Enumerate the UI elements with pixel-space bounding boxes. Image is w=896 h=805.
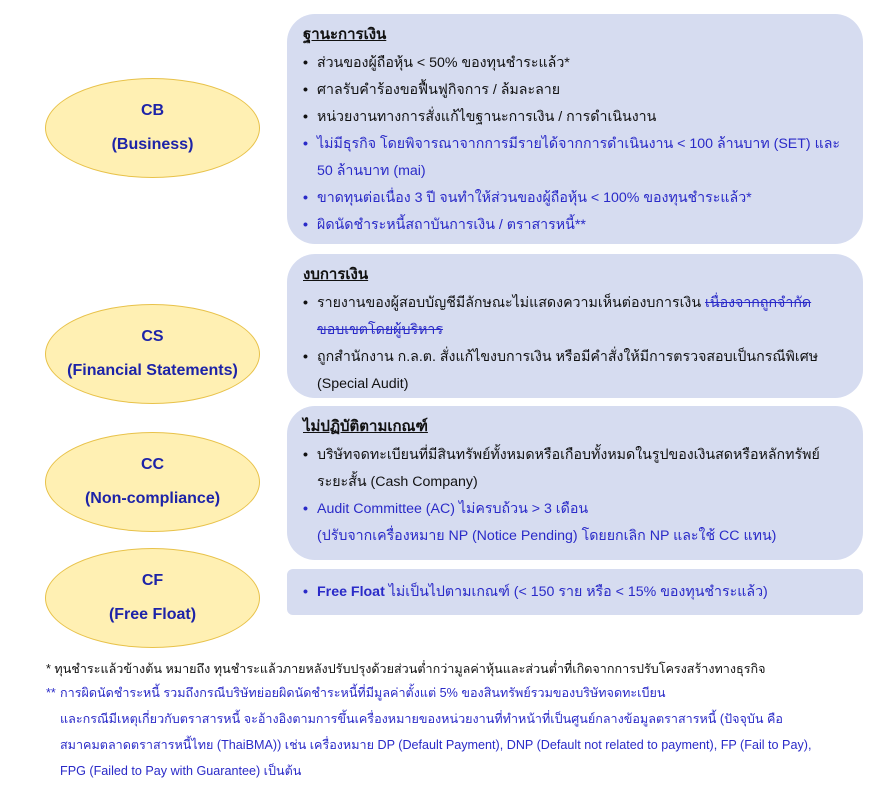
cb-code: CB [140,102,165,119]
cf-panel [287,569,863,615]
cb-item-4-cont: 50 ล้านบาท (mai) [317,163,426,179]
cb-item-4: • ไม่มีธุรกิจ โดยพิจารณาจากการมีรายได้จากการดำเนินงาน < 100 ล้านบาท (SET) และ [303,131,845,158]
cc-item-1-cont: ระยะสั้น (Cash Company) [317,474,478,490]
cb-item-3: • หน่วยงานทางการสั่งแก้ไขฐานะการเงิน / การดำเนินงาน [303,104,845,131]
cs-panel [287,254,863,398]
cs-item-1 [303,290,845,317]
footnote-2-line-3: สมาคมตลาดตราสารหนี้ไทย (ThaiBMA)) เช่น เครื่องหมาย DP (Default Payment), DNP (Default not related to payment), FP (Fail to Pay), [60,738,812,752]
cb-item-1: • ส่วนของผู้ถือหุ้น < 50% ของทุนชำระแล้ว* [303,50,845,77]
cc-panel-title: ไม่ปฏิบัติตามเกณฑ์ [303,418,428,435]
cs-item-1-strike-a: เนื่องจากถูกจำกัด [705,295,812,311]
cf-item-rest: ไม่เป็นไปตามเกณฑ์ (< 150 ราย หรือ < 15% ของทุนชำระแล้ว) [384,584,768,600]
cf-code: CF [141,572,164,589]
cb-oval [45,78,260,178]
footnotes [46,658,876,784]
cb-name: (Business) [111,136,194,153]
cs-code: CS [141,328,164,345]
cb-panel-title: ฐานะการเงิน [303,26,387,43]
cf-oval [45,548,260,648]
cf-item-bold: Free Float [317,584,385,600]
cc-item-2-cont: (ปรับจากเครื่องหมาย NP (Notice Pending) โดยยกเลิก NP และใช้ CC แทน) [317,528,777,544]
cs-panel-title: งบการเงิน [303,266,369,283]
cs-item-2: • ถูกสำนักงาน ก.ล.ต. สั่งแก้ไขงบการเงิน หรือมีคำสั่งให้มีการตรวจสอบเป็นกรณีพิเศษ [303,344,845,371]
footnote-1: * ทุนชำระแล้วข้างต้น หมายถึง ทุนชำระแล้วภายหลังปรับปรุงด้วยส่วนต่ำกว่ามูลค่าหุ้นและส่วนต่ำที่เกิดจากการปรับโครงสร้างทางธุรกิจ [46,662,766,676]
cc-item-1: • บริษัทจดทะเบียนที่มีสินทรัพย์ทั้งหมดหรือเกือบทั้งหมดในรูปของเงินสดหรือหลักทรัพย์ [303,442,845,469]
footnote-2-line-1 [46,680,876,706]
cb-item-5: • ขาดทุนต่อเนื่อง 3 ปี จนทำให้ส่วนของผู้ถือหุ้น < 100% ของทุนชำระแล้ว* [303,185,845,212]
cf-name: (Free Float) [108,606,197,623]
cs-item-1-text: รายงานของผู้สอบบัญชีมีลักษณะไม่แสดงความเห็นต่องบการเงิน [317,295,702,311]
cs-oval [45,304,260,404]
footnote-2-marker: ** [46,686,56,700]
cs-name: (Financial Statements) [67,362,238,379]
cc-code: CC [140,456,165,473]
cf-item [303,581,845,603]
cs-item-1-strike-b: ขอบเขตโดยผู้บริหาร [317,322,444,338]
cb-panel [287,14,863,244]
cb-item-2: • ศาลรับคำร้องขอฟื้นฟูกิจการ / ล้มละลาย [303,77,845,104]
cs-item-2-cont: (Special Audit) [317,376,409,392]
cc-oval [45,432,260,532]
cc-name: (Non-compliance) [84,490,221,507]
footnote-2-line-2: และกรณีมีเหตุเกี่ยวกับตราสารหนี้ จะอ้างอิงตามการขึ้นเครื่องหมายของหน่วยงานที่ทำหน้าที่เป็นศูนย์กลางข้อมูลตราสารหนี้ (ปัจจุบัน คือ [60,712,783,726]
footnote-2-line-4: FPG (Failed to Pay with Guarantee) เป็นต้น [60,764,302,778]
cc-panel [287,406,863,560]
cc-item-2: • Audit Committee (AC) ไม่ครบถ้วน > 3 เดือน [303,496,845,523]
footnote-2-line-1-text: การผิดนัดชำระหนี้ รวมถึงกรณีบริษัทย่อยผิดนัดชำระหนี้ที่มีมูลค่าตั้งแต่ 5% ของสินทรัพย์รวมของบริษัทจดทะเบียน [60,686,666,700]
cb-item-6: • ผิดนัดชำระหนี้สถาบันการเงิน / ตราสารหนี้** [303,212,845,239]
